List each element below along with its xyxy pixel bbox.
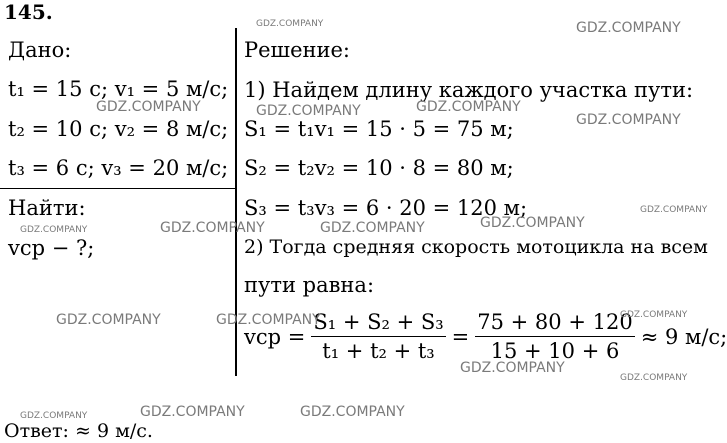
given-line-3: t₃ = 6 с; v₃ = 20 м/с; bbox=[8, 156, 229, 180]
fraction-numeric-denominator: 15 + 10 + 6 bbox=[490, 339, 620, 363]
watermark: GDZ.COMPANY bbox=[320, 220, 425, 236]
watermark: GDZ.COMPANY bbox=[480, 215, 585, 231]
horizontal-divider bbox=[0, 188, 236, 189]
watermark: GDZ.COMPANY bbox=[256, 103, 361, 119]
watermark: GDZ.COMPANY bbox=[96, 99, 201, 115]
equation-s2: S₂ = t₂v₂ = 10 · 8 = 80 м; bbox=[244, 156, 514, 180]
watermark: GDZ.COMPANY bbox=[216, 312, 321, 328]
watermark: GDZ.COMPANY bbox=[140, 404, 245, 420]
given-line-1: t₁ = 15 с; v₁ = 5 м/с; bbox=[8, 77, 229, 101]
watermark: GDZ.COMPANY bbox=[640, 205, 708, 215]
watermark: GDZ.COMPANY bbox=[20, 411, 88, 421]
given-line-2: t₂ = 10 с; v₂ = 8 м/с; bbox=[8, 117, 229, 141]
solution-header: Решение: bbox=[244, 38, 351, 62]
find-header: Найти: bbox=[8, 196, 86, 220]
fraction-symbolic-denominator: t₁ + t₂ + t₃ bbox=[322, 339, 435, 363]
watermark: GDZ.COMPANY bbox=[160, 220, 265, 236]
solution-step-2-line-2: пути равна: bbox=[244, 273, 375, 297]
watermark: GDZ.COMPANY bbox=[20, 225, 88, 235]
equation-s3: S₃ = t₃v₃ = 6 · 20 = 120 м; bbox=[244, 196, 528, 220]
equation-s1: S₁ = t₁v₁ = 15 · 5 = 75 м; bbox=[244, 117, 514, 141]
watermark: GDZ.COMPANY bbox=[576, 112, 681, 128]
watermark: GDZ.COMPANY bbox=[256, 19, 324, 29]
solution-step-2-line-1: 2) Тогда средняя скорость мотоцикла на всем bbox=[244, 236, 708, 258]
answer: Ответ: ≈ 9 м/с. bbox=[4, 420, 153, 442]
given-header: Дано: bbox=[8, 38, 72, 62]
solution-step-1: 1) Найдем длину каждого участка пути: bbox=[244, 78, 694, 102]
fraction-numeric bbox=[475, 310, 634, 363]
fraction-symbolic bbox=[311, 310, 445, 363]
watermark: GDZ.COMPANY bbox=[56, 312, 161, 328]
watermark: GDZ.COMPANY bbox=[620, 310, 688, 320]
watermark: GDZ.COMPANY bbox=[416, 99, 521, 115]
formula-lhs: vср = bbox=[244, 324, 306, 349]
fraction-symbolic-numerator: S₁ + S₂ + S₃ bbox=[311, 310, 445, 337]
fraction-numeric-numerator: 75 + 80 + 120 bbox=[475, 310, 634, 337]
formula-result: ≈ 9 м/с; bbox=[640, 324, 727, 349]
problem-number: 145. bbox=[4, 0, 53, 24]
formula-equals: = bbox=[451, 324, 470, 349]
find-line: vср − ?; bbox=[8, 236, 95, 260]
watermark: GDZ.COMPANY bbox=[576, 20, 681, 36]
watermark: GDZ.COMPANY bbox=[620, 373, 688, 383]
watermark: GDZ.COMPANY bbox=[460, 360, 565, 376]
watermark: GDZ.COMPANY bbox=[300, 404, 405, 420]
